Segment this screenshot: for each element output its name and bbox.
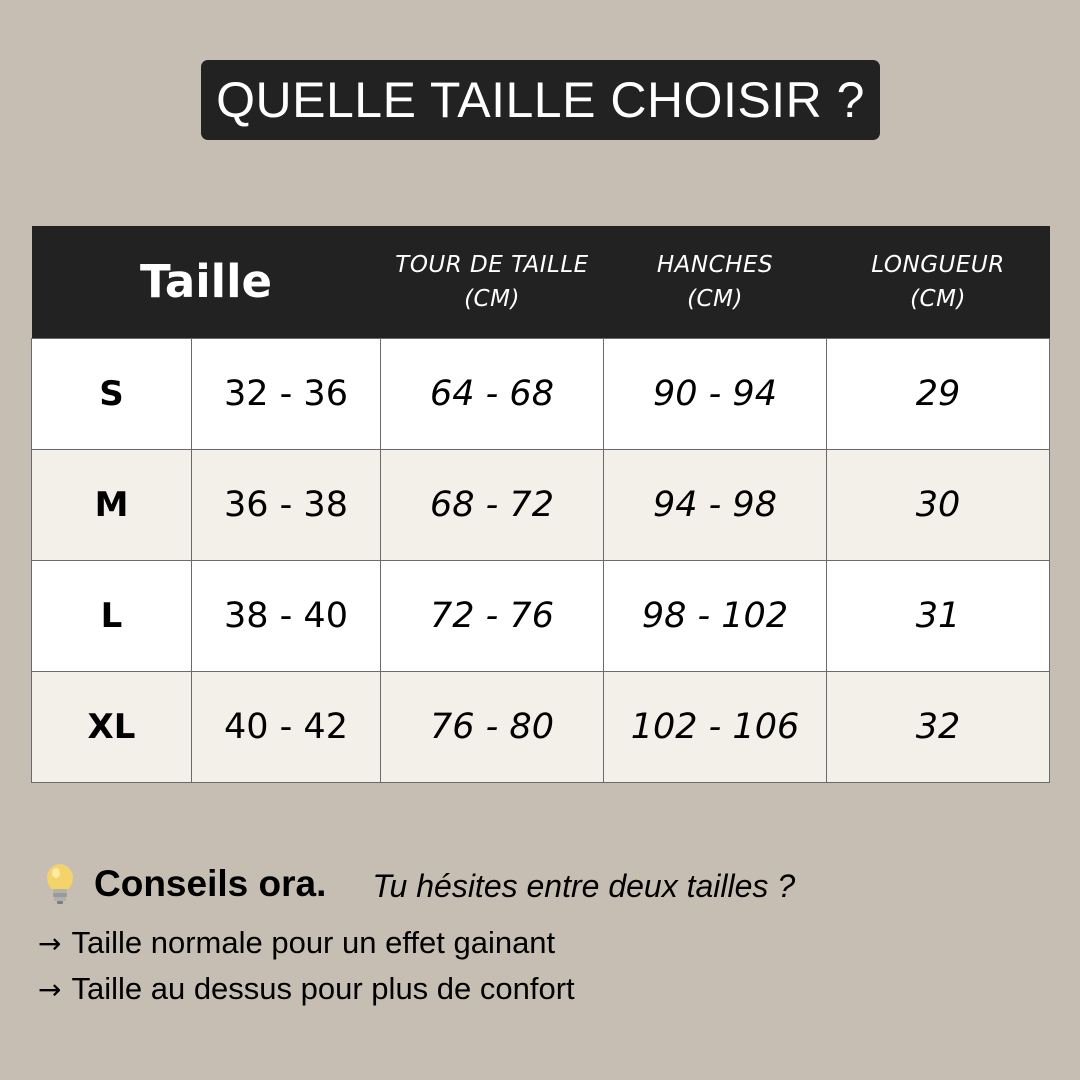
cell-hips: 102 - 106	[604, 671, 827, 782]
header-size: Taille	[32, 226, 381, 338]
table-header-row	[32, 226, 1050, 338]
cell-size-range: 40 - 42	[192, 671, 381, 782]
cell-length: 31	[827, 560, 1050, 671]
advice-question: Tu hésites entre deux tailles ?	[372, 867, 796, 904]
cell-waist: 68 - 72	[381, 449, 604, 560]
cell-size: L	[32, 560, 192, 671]
cell-size-range: 38 - 40	[192, 560, 381, 671]
cell-length: 30	[827, 449, 1050, 560]
header-waist: TOUR DE TAILLE (CM)	[381, 226, 604, 338]
title-banner	[201, 60, 880, 140]
header-hips: HANCHES (CM)	[604, 226, 827, 338]
cell-size: S	[32, 338, 192, 449]
cell-length: 29	[827, 338, 1050, 449]
cell-hips: 90 - 94	[604, 338, 827, 449]
cell-size: M	[32, 449, 192, 560]
size-chart-table	[31, 226, 1050, 783]
advice-title: Conseils ora.	[94, 863, 327, 904]
advice-item	[38, 971, 575, 1007]
advice-header	[40, 862, 795, 906]
table-row	[32, 560, 1050, 671]
cell-waist: 72 - 76	[381, 560, 604, 671]
cell-size-range: 36 - 38	[192, 449, 381, 560]
arrow-right-icon: →	[38, 972, 62, 1006]
cell-waist: 76 - 80	[381, 671, 604, 782]
table-row	[32, 338, 1050, 449]
lightbulb-icon	[40, 862, 80, 906]
header-length: LONGUEUR (CM)	[827, 226, 1050, 338]
cell-size: XL	[32, 671, 192, 782]
table-row	[32, 449, 1050, 560]
cell-hips: 98 - 102	[604, 560, 827, 671]
advice-item-text: Taille au dessus pour plus de confort	[71, 971, 575, 1006]
advice-item	[38, 925, 555, 961]
cell-size-range: 32 - 36	[192, 338, 381, 449]
table-row	[32, 671, 1050, 782]
arrow-right-icon: →	[38, 926, 62, 960]
page-title: QUELLE TAILLE CHOISIR ?	[216, 72, 865, 128]
cell-waist: 64 - 68	[381, 338, 604, 449]
cell-length: 32	[827, 671, 1050, 782]
cell-hips: 94 - 98	[604, 449, 827, 560]
advice-item-text: Taille normale pour un effet gainant	[71, 925, 556, 960]
